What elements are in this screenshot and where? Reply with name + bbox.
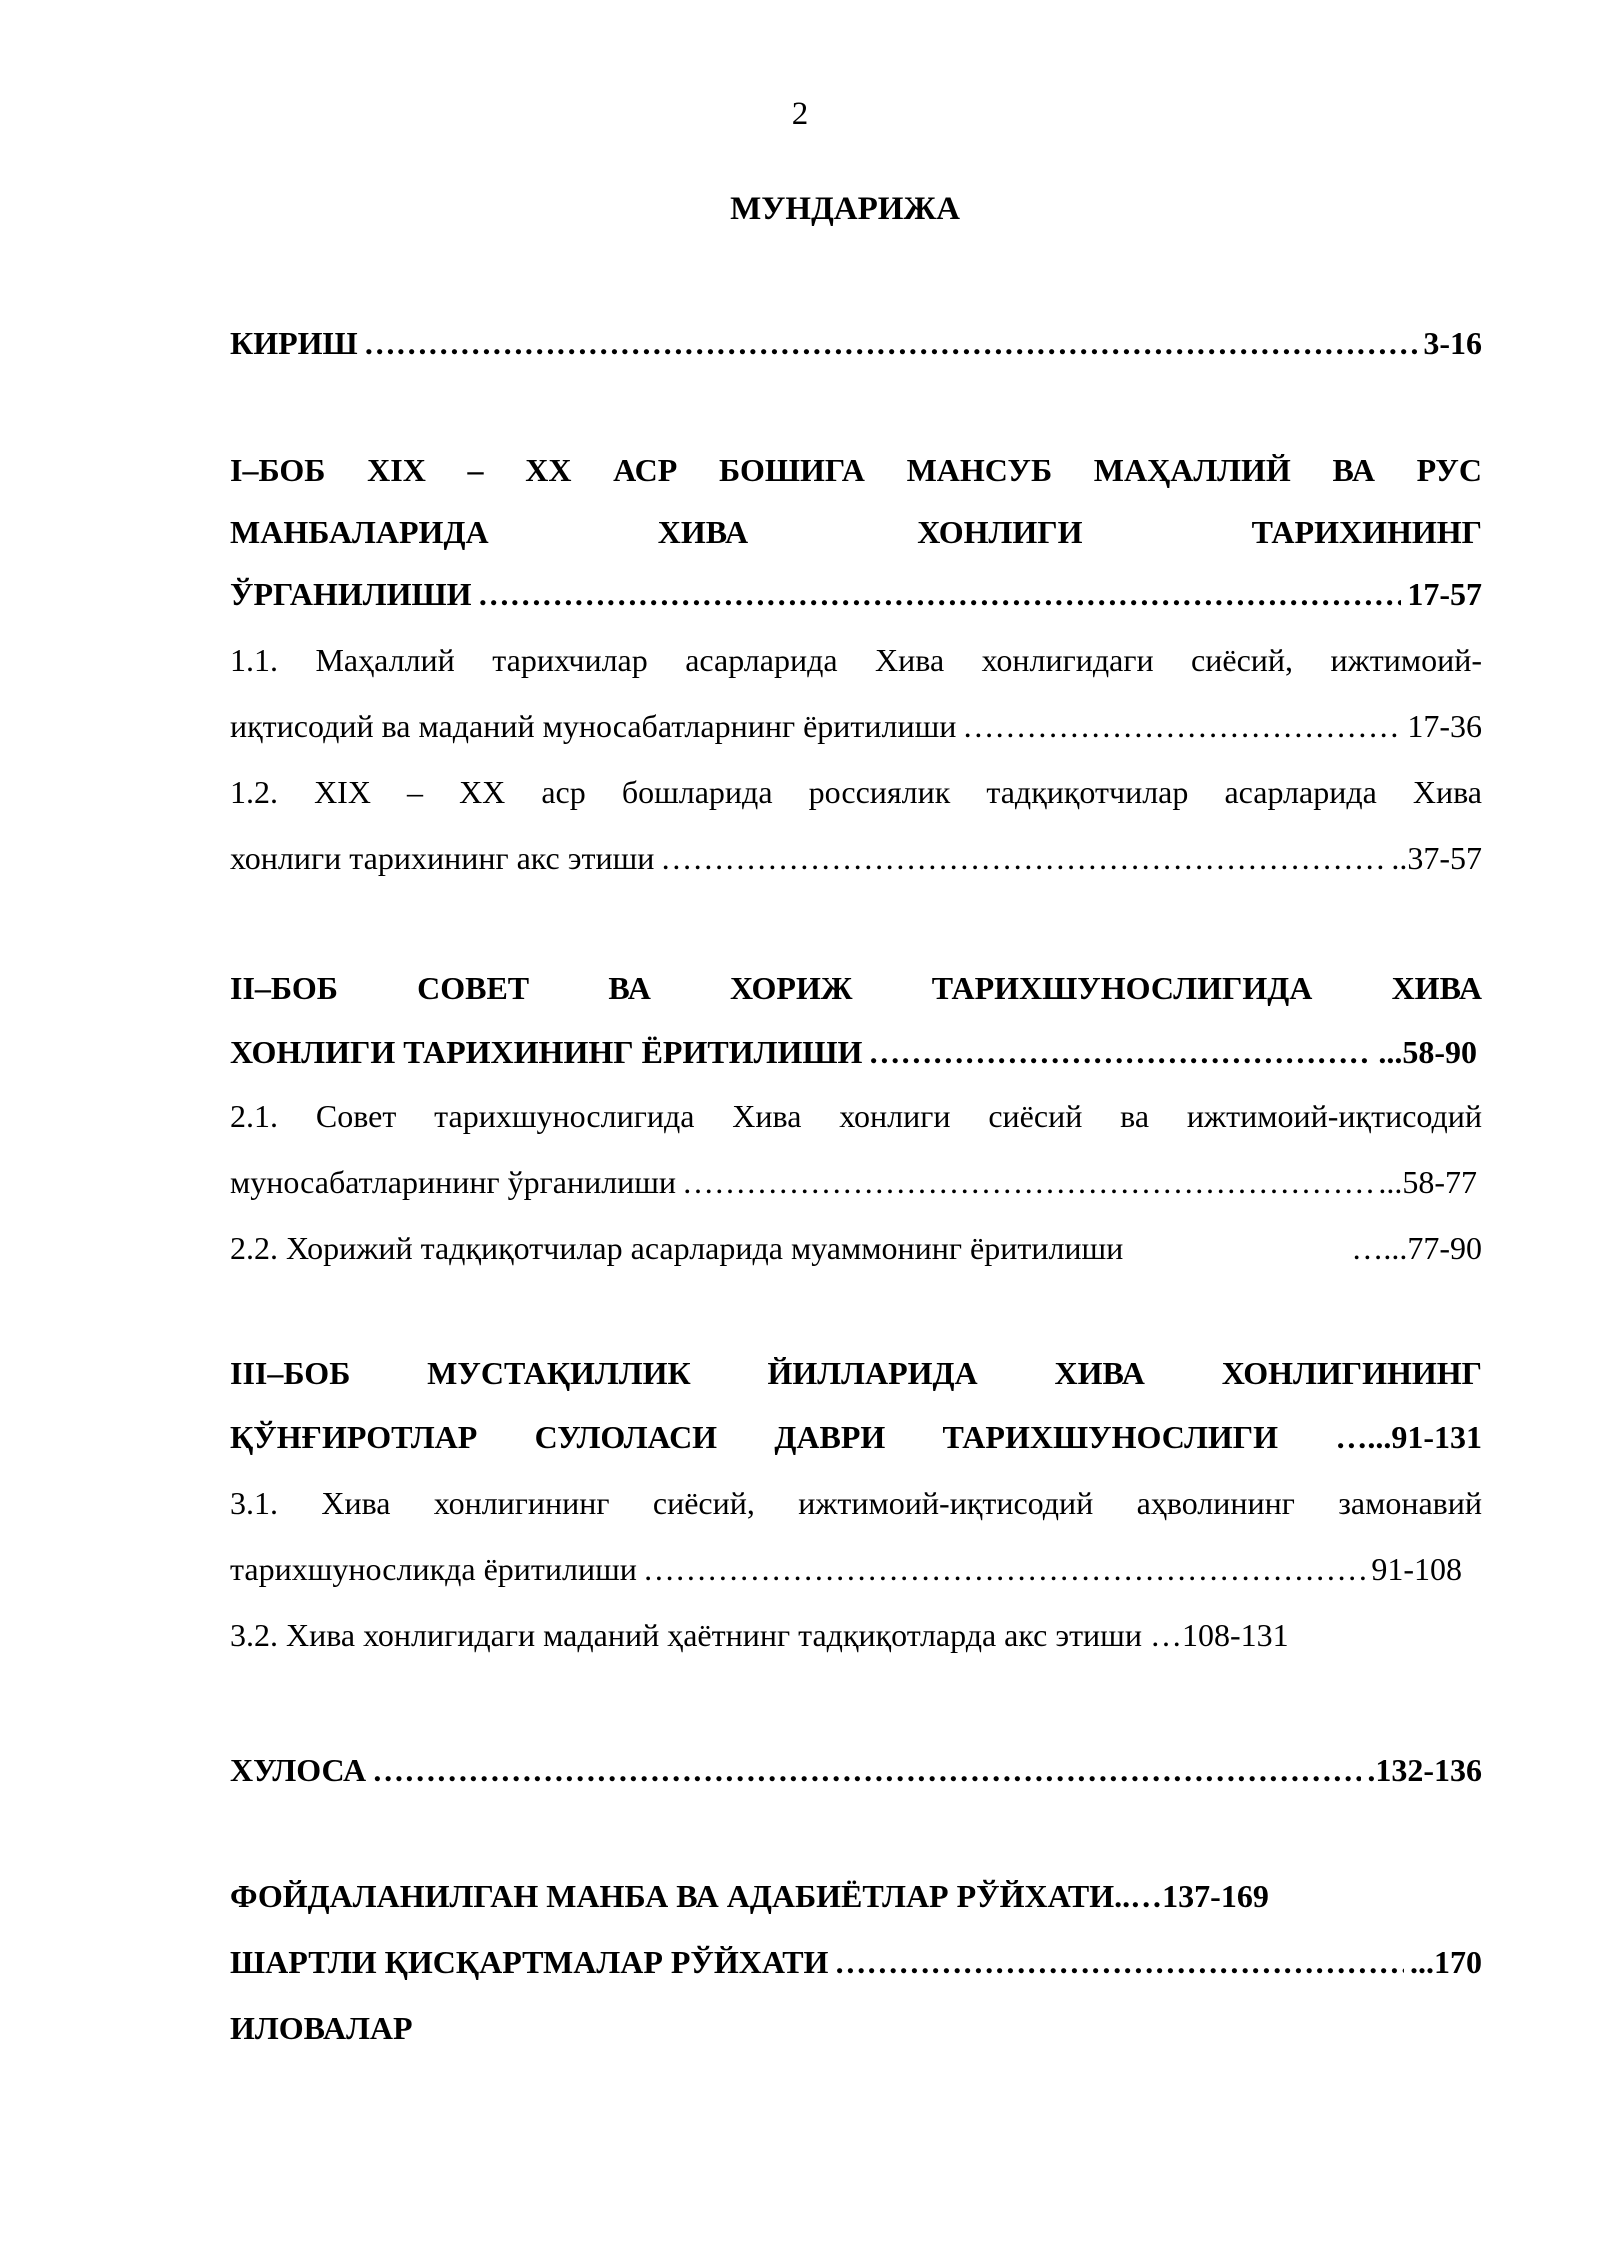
toc-entry-conclusion — [230, 1752, 1482, 1789]
toc-entry-pages: ...58-77 — [1378, 1164, 1477, 1200]
toc-entry-pages: ...170 — [1410, 1944, 1482, 1980]
toc-intro — [230, 325, 1482, 362]
section-last-line — [230, 1230, 1482, 1296]
toc-entry-pages: ...58-90 — [1378, 1034, 1477, 1070]
toc-back-matter — [230, 1878, 1482, 2076]
toc-entry-pages: .132-136 — [1367, 1752, 1482, 1788]
toc-entry-intro — [230, 325, 1482, 362]
toc-entry-pages: …...77-90 — [1351, 1230, 1482, 1266]
section-text: иқтисодий ва маданий муносабатларнинг ёритилиши — [230, 708, 957, 744]
toc-entry-label: ХУЛОСА — [230, 1752, 367, 1788]
toc-entry-bibliography: ФОЙДАЛАНИЛГАН МАНБА ВА АДАБИЁТЛАР РЎЙХАТИ..…137-169 — [230, 1878, 1269, 1914]
toc-entry-appendices: ИЛОВАЛАР — [230, 2010, 413, 2046]
chapter-heading-line: МАНБАЛАРИДА ХИВА ХОНЛИГИ ТАРИХИНИНГ — [230, 514, 1482, 550]
section-text: муносабатларининг ўрганилиши — [230, 1164, 677, 1200]
section-last-line — [230, 840, 1482, 906]
dot-leader — [868, 1034, 1372, 1071]
dot-leader — [643, 1551, 1365, 1588]
chapter-heading-text: ХОНЛИГИ ТАРИХИНИНГ ЁРИТИЛИШИ — [230, 1034, 863, 1070]
section-line: 1.1. Маҳаллий тарихчилар асарларида Хива хонлигидаги сиёсий, ижтимоий- — [230, 642, 1482, 678]
toc-entry-label: ШАРТЛИ ҚИСҚАРТМАЛАР РЎЙХАТИ — [230, 1944, 829, 1980]
dot-leader — [364, 325, 1418, 362]
dot-leader — [962, 708, 1401, 745]
chapter-heading-last-line — [230, 1034, 1477, 1098]
section-last-line — [230, 708, 1482, 774]
toc-chapter-2 — [230, 970, 1482, 1296]
toc-chapter-3 — [230, 1355, 1482, 1683]
section-line: 2.1. Совет тарихшунослигида Хива хонлиги сиёсий ва ижтимоий-иқтисодий — [230, 1098, 1482, 1134]
section-last-line — [230, 1164, 1477, 1230]
chapter-heading-line: III–БОБ МУСТАҚИЛЛИК ЙИЛЛАРИДА ХИВА ХОНЛИГИНИНГ — [230, 1355, 1482, 1391]
chapter-heading-line: ҚЎНҒИРОТЛАР СУЛОЛАСИ ДАВРИ ТАРИХШУНОСЛИГИ …...91-131 — [230, 1419, 1482, 1455]
section-line: 1.2. XIX – XX аср бошларида россиялик тадқиқотчилар асарларида Хива — [230, 774, 1482, 810]
dot-leader — [834, 1944, 1404, 1981]
dot-leader — [372, 1752, 1361, 1789]
chapter-heading-line: I–БОБ XIX – XX АСР БОШИГА МАНСУБ МАҲАЛЛИЙ ВА РУС — [230, 452, 1482, 488]
toc-entry-pages: 91-108 — [1371, 1551, 1462, 1587]
dot-leader — [660, 840, 1385, 877]
section-text: тарихшуносликда ёритилиши — [230, 1551, 637, 1587]
section-last-line — [230, 1551, 1462, 1617]
toc-entry-label: КИРИШ — [230, 325, 358, 361]
page-number: 2 — [791, 96, 809, 132]
chapter-heading-text: ЎРГАНИЛИШИ — [230, 576, 472, 612]
section-line: 3.1. Хива хонлигининг сиёсий, ижтимоий-иқтисодий аҳволининг замонавий — [230, 1485, 1482, 1521]
toc-chapter-1 — [230, 452, 1482, 906]
toc-entry-pages: ..37-57 — [1391, 840, 1482, 876]
page-title: МУНДАРИЖА — [730, 191, 960, 227]
toc-conclusion — [230, 1752, 1482, 1789]
section-text: 2.2. Хорижий тадқиқотчилар асарларида муаммонинг ёритилиши — [230, 1230, 1124, 1266]
toc-entry-pages: 17-57 — [1407, 576, 1482, 612]
toc-entry-abbreviations — [230, 1944, 1482, 2010]
dot-leader — [682, 1164, 1372, 1201]
toc-entry-pages: 3-16 — [1423, 325, 1482, 361]
section-text: хонлиги тарихининг акс этиши — [230, 840, 655, 876]
chapter-heading-last-line — [230, 576, 1482, 642]
toc-entry-pages: 17-36 — [1407, 708, 1482, 744]
chapter-heading-line: II–БОБ СОВЕТ ВА ХОРИЖ ТАРИХШУНОСЛИГИДА ХИВА — [230, 970, 1482, 1006]
dot-leader — [478, 576, 1402, 613]
section-line: 3.2. Хива хонлигидаги маданий ҳаётнинг тадқиқотларда акс этиши …108-131 — [230, 1617, 1289, 1653]
